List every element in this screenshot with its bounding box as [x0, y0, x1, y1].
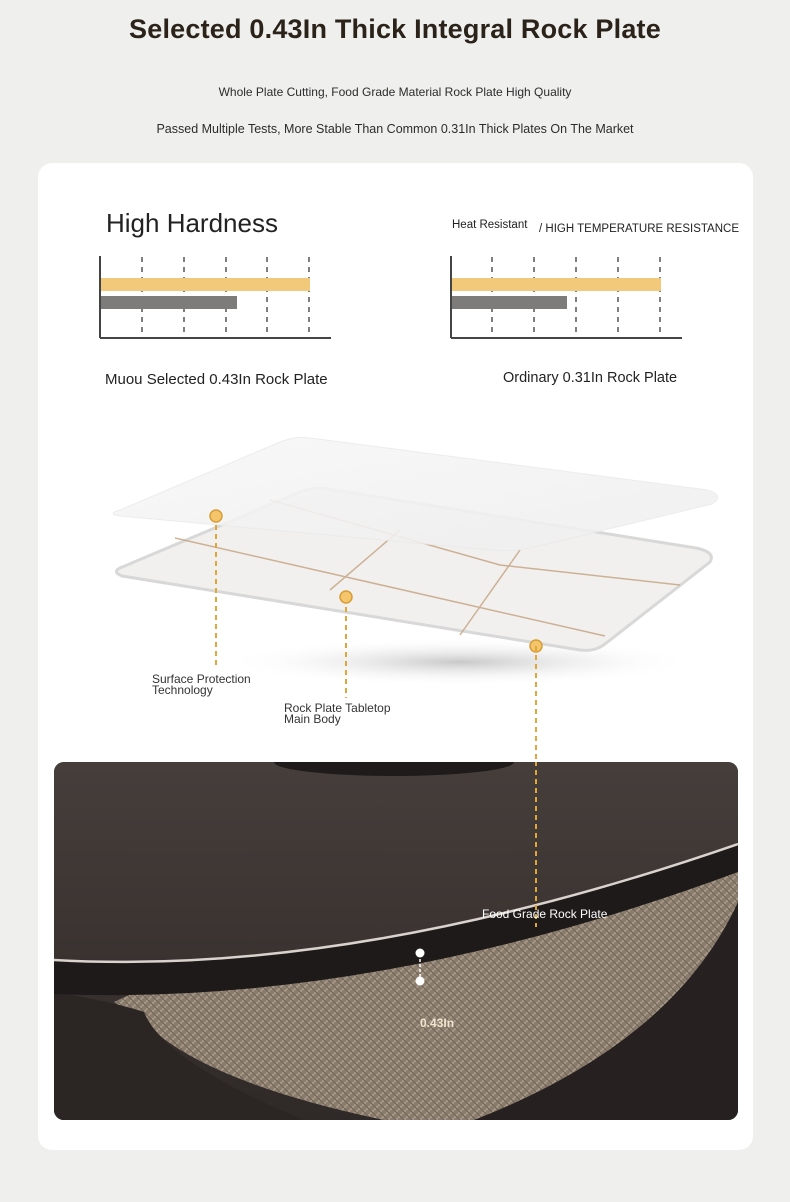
hardness-heading: High Hardness — [106, 208, 278, 238]
bar-selected — [451, 278, 661, 291]
thickness-dot — [416, 977, 425, 986]
leader-to-photo — [530, 646, 542, 766]
thickness-dot — [416, 949, 425, 958]
plate-shadow — [220, 638, 700, 686]
callout-main-body: Rock Plate Tabletop Main Body — [284, 701, 391, 726]
hardness-chart — [95, 252, 335, 344]
heat-heading-sub: / HIGH TEMPERATURE RESISTANCE — [539, 223, 739, 235]
subtitle-quality: Whole Plate Cutting, Food Grade Material Rock Plate High Quality — [218, 85, 572, 99]
subtitle-tests: Passed Multiple Tests, More Stable Than Common 0.31In Thick Plates On The Market — [156, 122, 634, 136]
heat-heading: Heat Resistant — [452, 219, 528, 231]
marker-dot — [210, 510, 222, 522]
closeup-illustration — [54, 762, 738, 1120]
plate-closeup-photo — [54, 762, 738, 1120]
marker-dot — [340, 591, 352, 603]
heat-chart — [446, 252, 686, 344]
callout-surface-protection: Surface Protection Technology — [152, 672, 251, 697]
label-thickness: 0.43In — [420, 1016, 455, 1030]
label-food-grade: Food Grade Rock Plate — [482, 907, 608, 921]
bar-selected — [100, 278, 310, 291]
label-ordinary-plate: Ordinary 0.31In Rock Plate — [503, 370, 678, 386]
label-selected-plate: Muou Selected 0.43In Rock Plate — [105, 371, 328, 388]
bar-ordinary — [451, 296, 567, 309]
page-title: Selected 0.43In Thick Integral Rock Plate — [129, 14, 661, 44]
bar-ordinary — [100, 296, 237, 309]
